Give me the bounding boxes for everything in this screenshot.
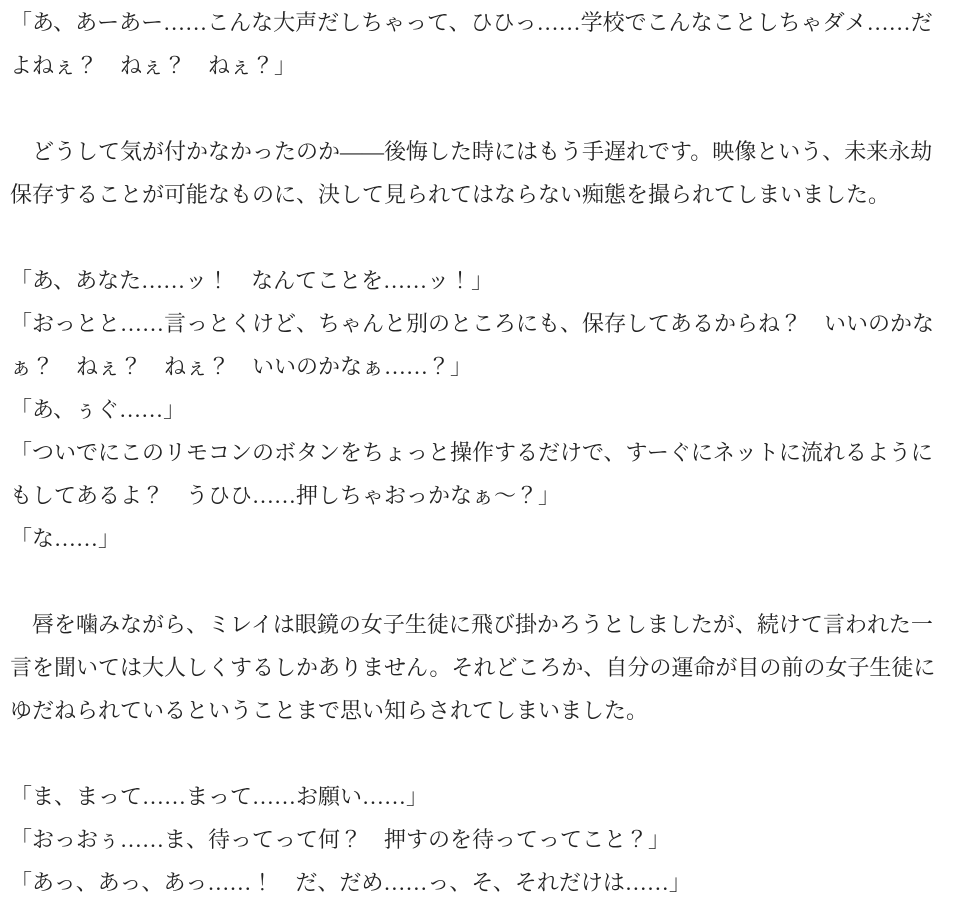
blank-line [10,87,944,130]
text-line: ゆだねられているということまで思い知らされてしまいました。 [10,698,649,723]
text-line: 「ついでにこのリモコンのボタンをちょっと操作するだけで、すーぐにネットに流れるように [10,440,933,465]
text-line: 言を聞いては大人しくするしかありません。それどころか、自分の運命が目の前の女子生徒に [10,655,936,680]
text-line: 「あっ、あっ、あっ……！ だ、だめ……っ、そ、それだけは……」 [10,870,691,895]
text-line: どうして気が付かなかったのか――後悔した時にはもう手遅れです。映像という、未来永劫 [10,139,933,164]
blank-line [10,216,944,259]
text-line: よねぇ？ ねぇ？ ねぇ？」 [10,53,297,78]
text-line: 「ま、まって……まって……お願い……」 [10,784,429,809]
text-line: ぁ？ ねぇ？ ねぇ？ いいのかなぁ……？」 [10,354,473,379]
text-line: 唇を噛みながら、ミレイは眼鏡の女子生徒に飛び掛かろうとしましたが、続けて言われた一 [10,612,933,637]
text-line: 保存することが可能なものに、決して見られてはならない痴態を撮られてしまいました。 [10,182,891,207]
text-line: 「な……」 [10,526,121,551]
text-lines [10,1,944,901]
blank-line [10,732,944,775]
text-line: 「おっおぅ……ま、待ってって何？ 押すのを待ってってこと？」 [10,827,671,852]
blank-line [10,560,944,603]
text-line: 「あ、あなた……ッ！ なんてことを……ッ！」 [10,268,494,293]
text-line: 「あ、ぅぐ……」 [10,397,186,422]
text-line: 「おっとと……言っとくけど、ちゃんと別のところにも、保存してあるからね？ いいのかな [10,311,935,336]
text-line: 「あ、あーあー……こんな大声だしちゃって、ひひっ……学校でこんなことしちゃダメ……だ [10,10,933,35]
text-line: もしてあるよ？ うひひ……押しちゃおっかなぁ～？」 [10,483,561,508]
